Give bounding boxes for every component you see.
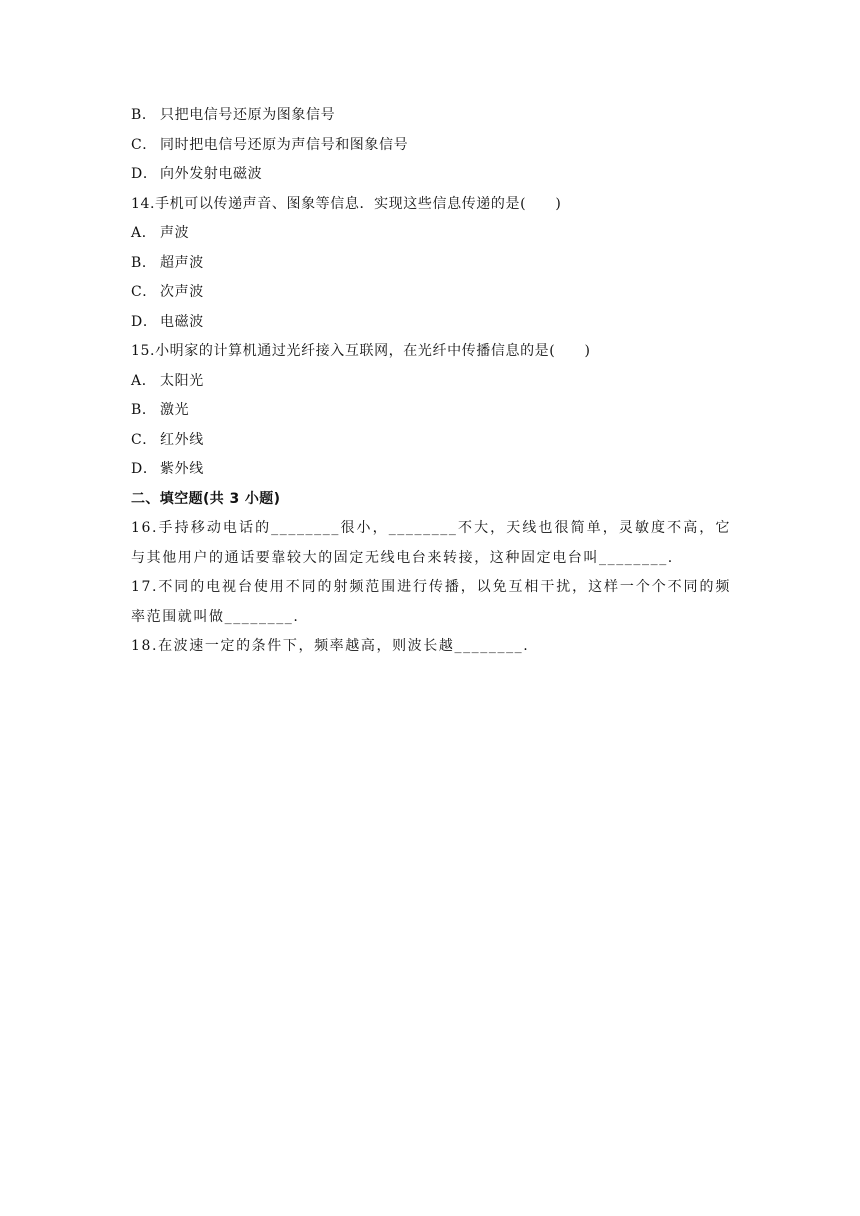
exam-content (131, 101, 731, 662)
option-c-prev (131, 131, 731, 161)
option-letter: D． (131, 461, 158, 477)
option-text: 太阳光 (160, 372, 204, 389)
option-letter: C． (131, 431, 157, 448)
q15-option-b (131, 396, 731, 426)
q15-option-d (131, 455, 731, 485)
q14-option-c (131, 278, 731, 308)
option-text: 声波 (160, 225, 190, 241)
question-15-stem: 15.小明家的计算机通过光纤接入互联网，在光纤中传播信息的是( ) (131, 343, 591, 359)
option-text: 激光 (160, 402, 190, 418)
q14-option-d (131, 308, 731, 338)
option-text: 电磁波 (160, 313, 204, 330)
option-text: 只把电信号还原为图象信号 (160, 107, 336, 123)
question-17: 17.不同的电视台使用不同的射频范围进行传播，以免互相干扰，这样一个个不同的频率范围就叫做________. (131, 579, 731, 625)
q15-option-c (131, 426, 731, 456)
option-letter: C． (131, 284, 157, 300)
question-18: 18.在波速一定的条件下，频率越高，则波长越________. (131, 638, 530, 654)
option-letter: C． (131, 136, 157, 153)
option-letter: D． (131, 313, 158, 330)
option-letter: B． (131, 107, 157, 123)
q14-option-a (131, 219, 731, 249)
option-b-prev (131, 101, 731, 131)
option-text: 超声波 (160, 254, 204, 271)
option-d-prev (131, 160, 731, 190)
option-text: 次声波 (160, 284, 204, 300)
q15-option-a (131, 367, 731, 397)
option-text: 向外发射电磁波 (160, 166, 263, 182)
option-letter: D． (131, 166, 158, 182)
option-text: 同时把电信号还原为声信号和图象信号 (160, 136, 409, 153)
q14-option-b (131, 249, 731, 279)
question-14-stem: 14.手机可以传递声音、图象等信息．实现这些信息传递的是( ) (131, 195, 562, 212)
option-text: 红外线 (160, 431, 204, 448)
section-title-fill-in: 二、填空题(共 3 小题) (131, 490, 281, 507)
option-letter: B． (131, 254, 157, 271)
option-letter: A． (131, 372, 157, 389)
question-16: 16.手持移动电话的________很小，________不大，天线也很简单，灵敏度不高，它与其他用户的通话要靠较大的固定无线电台来转接，这种固定电台叫________. (131, 520, 731, 566)
option-letter: A． (131, 225, 157, 241)
option-text: 紫外线 (160, 461, 204, 477)
option-letter: B． (131, 402, 157, 418)
